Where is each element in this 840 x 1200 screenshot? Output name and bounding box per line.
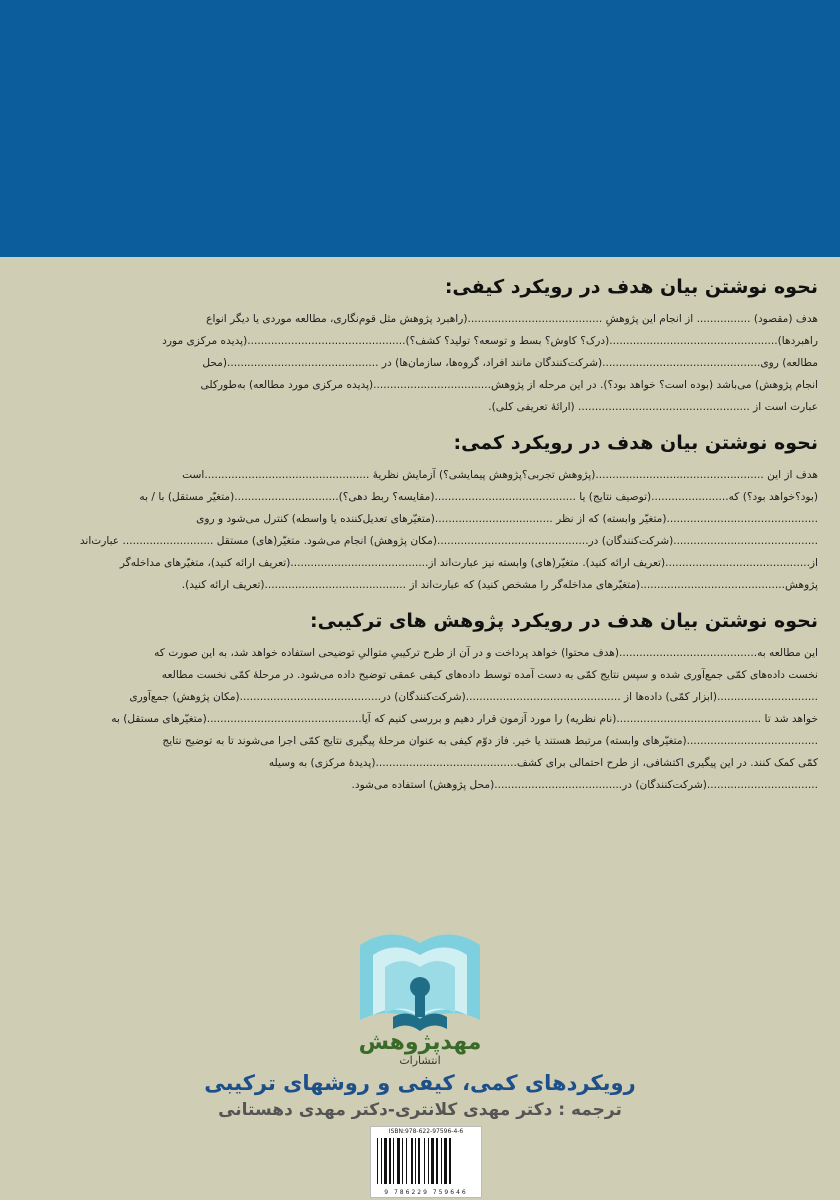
quantitative-template	[22, 464, 818, 596]
isbn-text: ISBN:978-622-97596-4-6	[388, 1128, 464, 1135]
translators: ترجمه : دکتر مهدی کلانتری-دکتر مهدی دهستانی	[218, 1100, 622, 1120]
text-line: عبارت است از ................................................... (ارائهٔ تعریفی کلی).	[488, 401, 818, 413]
text-line: ...........................................(شرکت‌کنندگان) در.............................................(مکان پژوهش) انجام می‌شود. متغیّر(های) مستقل ........................... عبارت‌اند	[79, 535, 818, 547]
text-line: ..............................(ابزار کمّی) داده‌ها از ..............................................(شرکت‌کنندگان) در..........................................(مکان پژوهش) جمع‌آوری	[129, 691, 818, 703]
publisher-label: انتشارات	[399, 1054, 441, 1067]
text-line: نخست داده‌های کمّی جمع‌آوری شده و سپس نتایج کمّی به دست آمده توسط داده‌های کیفی عمقی توضیح داده می‌شود. در مرحلهٔ کمّی نخست مطالعه	[161, 669, 818, 681]
barcode	[370, 1126, 482, 1198]
text-line: .............................................(متغیّر وابسته) که از نظر ...................................(متغیّرهای تعدیل‌کننده یا واسطه) کنترل می‌شود و روی	[196, 513, 818, 525]
text-line: (بود؟خواهد بود؟) که.......................(توصیف نتایج) یا ..........................................(مقایسه؟ ربط دهی؟)...............................(متغیّر مستقل) با / به	[139, 491, 818, 503]
text-line: پژوهش...........................................(متغیّرهای مداخله‌گر را مشخص کنید) که عبارت‌اند از ..........................................(تعریف ارائه کنید).	[181, 579, 818, 591]
text-line: این مطالعه به.........................................(هدف محتوا) خواهد پرداخت و در آن از طرح ترکیبیِ متوالیِ توضیحی استفاده خواهد شد، به این صورت که	[154, 647, 818, 659]
section-heading-quantitative: نحوه نوشتن بیان هدف در رویکرد کمی:	[453, 432, 818, 454]
text-line: انجام پژوهش) می‌باشد (بوده است؟ خواهد بود؟). در این مرحله از پژوهش...................................(پدیده مرکزی مورد مطالعه) به‌طورکلی	[200, 379, 818, 391]
text-line: راهبردها)..................................................(درک؟ کاوش؟ بسط و توسعه؟ تولید؟ کشف؟)...............................................(پدیده مرکزی مورد	[162, 335, 818, 347]
mixed-methods-template	[22, 642, 818, 796]
text-line: مطالعه) روی...............................................(شرکت‌کنندگان مانند افراد، گروه‌ها، سازمان‌ها) در .............................................(محل	[202, 357, 818, 369]
brand-name: مهدپژوهش	[358, 1030, 482, 1055]
section-heading-mixed: نحوه نوشتن بیان هدف در رویکرد پژوهش های ترکیبی:	[310, 610, 818, 632]
qualitative-template	[22, 308, 818, 418]
barcode-bars-icon	[377, 1138, 475, 1184]
text-line: خواهد شد تا ...........................................(نام نظریه) را مورد آزمون قرار دهیم و بررسی کنیم که آیا..............................................(متغیّرهای مستقل) به	[111, 713, 818, 725]
text-line: از...........................................(تعریف ارائه کنید). متغیّر(های) وابسته نیز عبارت‌اند از.........................................(تعریف ارائه کنید)، متغیّرهای مداخله‌گر	[119, 557, 818, 569]
back-cover-text	[22, 272, 818, 806]
cover-top-band	[0, 0, 840, 257]
text-line: هدف از این ..................................................(پژوهش تجربی؟پژوهش پیمایشی؟) آزمایش نظریهٔ .................................................است	[182, 469, 818, 481]
section-heading-qualitative: نحوه نوشتن بیان هدف در رویکرد کیفی:	[444, 276, 818, 298]
text-line: .................................(شرکت‌کنندگان) در......................................(محل پژوهش) استفاده می‌شود.	[351, 779, 818, 791]
barcode-digits: 9 786229 759646	[384, 1189, 468, 1196]
book-title: رویکردهای کمی، کیفی و روشهای ترکیبی	[204, 1071, 636, 1095]
text-line: .......................................(متغیّرهای وابسته) مرتبط هستند یا خیر. فاز دوّم کیفی به عنوان مرحلهٔ پیگیری نتایج کمّی اجرا می‌شوند تا به توضیح نتایج	[162, 735, 818, 747]
text-line: کمّی کمک کنند. در این پیگیری اکتشافی، از طرح احتمالی برای کشف..........................................(پدیدهٔ مرکزی) به وسیله	[268, 757, 818, 769]
text-line: هدف (مقصود) ................ از انجام این پژوهشِ ........................................(راهبرد پژوهش مثل قوم‌نگاری، مطالعه موردی یا دیگر انواع	[206, 313, 818, 325]
